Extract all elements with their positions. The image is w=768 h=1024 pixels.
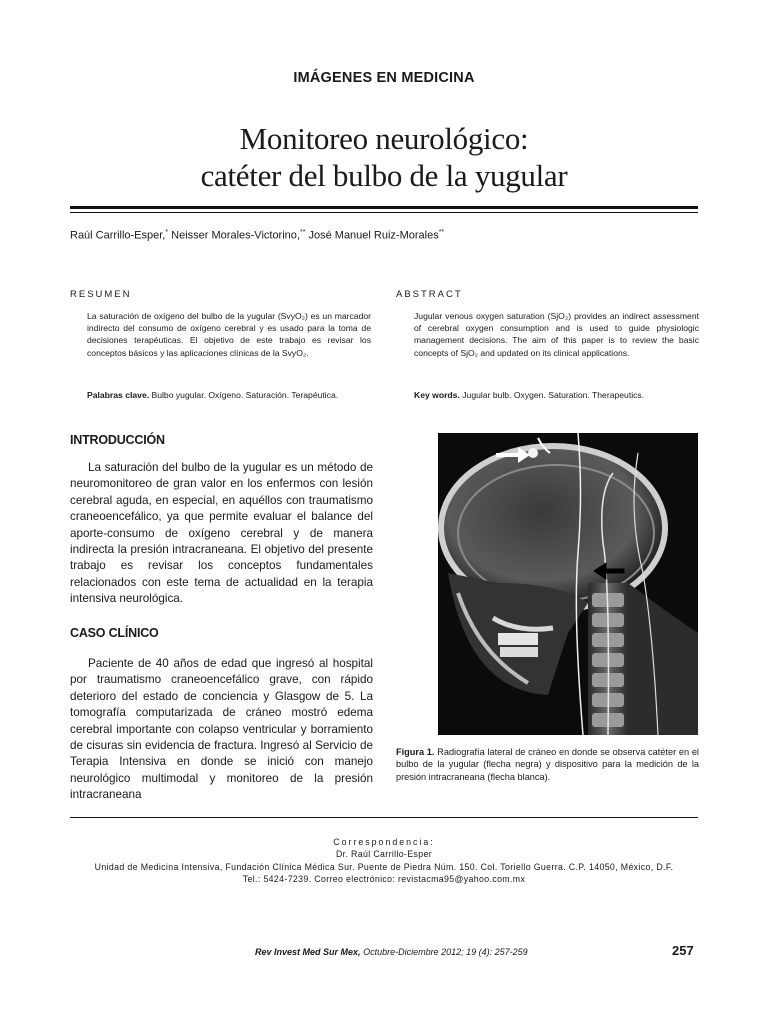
figure-caption bbox=[396, 746, 699, 783]
correspondence-contact: Tel.: 5424-7239. Correo electrónico: revistacma95@yahoo.com.mx bbox=[242, 873, 526, 884]
author-3: José Manuel Ruiz-Morales bbox=[308, 229, 439, 242]
author-list bbox=[70, 229, 444, 242]
resumen-text: La saturación de oxígeno del bulbo de la yugular (SvyO₂) es un marcador indirecto del consumo de oxígeno cerebral y es usado para la toma de decisiones terapéuticas. El objetivo de este trabajo es revisar los conceptos básicos y las aplicaciones clínicas de la SvyO₂. bbox=[87, 311, 371, 358]
abstract-keywords-list: Jugular bulb. Oxygen. Saturation. Therapeutics. bbox=[462, 390, 645, 400]
correspondence-label: Correspondencia: bbox=[333, 837, 435, 847]
caso-heading: CASO CLÍNICO bbox=[70, 626, 159, 640]
article-title bbox=[0, 120, 768, 194]
caso-paragraph: Paciente de 40 años de edad que ingresó al hospital por traumatismo craneoencefálico grave, con rápido deterioro del estado de conciencia y Glasgow de 5. La tomografía computarizada de cráneo mostró edema cerebral importante con colapso ventricular y borramiento de cisuras sin evidencia de fractura. Ingresó al Servicio de Terapia Intensiva en donde se inició con manejo neurológico multimodal y monitoreo de la presión intracraneana bbox=[70, 657, 373, 802]
title-rule-thick bbox=[70, 206, 698, 209]
correspondence-block bbox=[0, 836, 768, 885]
abstract-keywords-label: Key words. bbox=[414, 390, 460, 400]
title-rule-thin bbox=[70, 212, 698, 213]
resumen-keywords-list: Bulbo yugular. Oxígeno. Saturación. Terapéutica. bbox=[151, 390, 339, 400]
resumen-heading: RESUMEN bbox=[70, 289, 132, 300]
author-3-mark: ** bbox=[438, 229, 445, 236]
resumen-keywords bbox=[87, 390, 338, 400]
xray-figure bbox=[438, 433, 698, 735]
correspondence-address: Unidad de Medicina Intensiva, Fundación Clínica Médica Sur. Puente de Piedra Núm. 150. Col. Toriello Guerra. C.P. 14050, México, D.F. bbox=[94, 861, 674, 872]
page-number: 257 bbox=[672, 943, 694, 958]
correspondence-name: Dr. Raúl Carrillo-Esper bbox=[335, 849, 433, 860]
title-line-1: Monitoreo neurológico: bbox=[239, 121, 529, 156]
journal-issue: Octubre-Diciembre 2012; 19 (4): 257-259 bbox=[363, 947, 528, 957]
footer-rule bbox=[70, 817, 698, 818]
journal-citation bbox=[255, 947, 528, 957]
abstract-text: Jugular venous oxygen saturation (SjO₂) provides an indirect assessment of cerebral oxygen consumption and is used to guide physiologic management decisions. The aim of this paper is to review the basic concepts of SjO₂ and updated on its clinical applications. bbox=[414, 311, 699, 358]
resumen-keywords-label: Palabras clave. bbox=[87, 390, 150, 400]
figure-caption-text: Radiografía lateral de cráneo en donde se observa catéter en el bulbo de la yugular (flecha negra) y dispositivo para la medición de la presión intracraneana (flecha blanca). bbox=[396, 747, 699, 782]
abstract-keywords bbox=[414, 390, 644, 400]
section-label: IMÁGENES EN MEDICINA bbox=[293, 70, 475, 86]
author-2: Neisser Morales-Victorino, bbox=[171, 229, 300, 242]
author-1: Raúl Carrillo-Esper, bbox=[70, 229, 166, 242]
author-1-mark: * bbox=[165, 229, 169, 236]
figure-label: Figura 1. bbox=[396, 747, 435, 757]
journal-name: Rev Invest Med Sur Mex, bbox=[255, 947, 361, 957]
intro-paragraph: La saturación del bulbo de la yugular es un método de neuromonitoreo de gran valor en los enfermos con lesión cerebral aguda, en especial, en aquéllos con traumatismo craneoencefálico, ya que permite evaluar el balance del aporte-consumo de oxígeno cerebral y de manera indirecta la presión intracraneana. El objetivo del presente trabajo es revisar los conceptos fundamentales relacionados con este tema de actualidad en la terapia intensiva neurológica. bbox=[70, 461, 373, 606]
intro-heading: INTRODUCCIÓN bbox=[70, 433, 165, 447]
title-line-2: catéter del bulbo de la yugular bbox=[200, 158, 568, 193]
abstract-heading: ABSTRACT bbox=[396, 289, 463, 300]
xray-image bbox=[438, 433, 698, 735]
author-2-mark: ** bbox=[299, 229, 306, 236]
